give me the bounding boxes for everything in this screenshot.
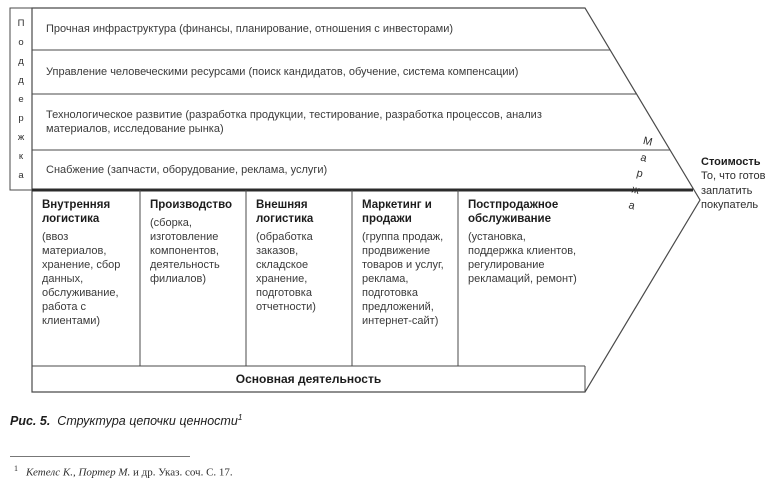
footnote (14, 464, 233, 479)
column-title: Производство (150, 199, 233, 211)
caption-text: Структура цепочки ценности (57, 414, 238, 429)
support-row-infrastructure (46, 8, 574, 50)
column-body: (установка, поддержка клиентов, регулирование рекламаций, ремонт) (468, 230, 577, 285)
support-row-text: Технологическое развитие (разработка продукции, тестирование, разработка процессов, анализ материалов, исследование рынка) (46, 108, 542, 135)
column-title: Постпродажное обслуживание (468, 199, 559, 225)
column-body: (обработка заказов, складское хранение, подготовка отчетности) (256, 230, 316, 313)
primary-axis-label-text: Основная деятельность (235, 372, 382, 386)
column-body: (ввоз материалов, хранение, сбор данных, обслуживание, работа с клиентами) (42, 230, 121, 328)
caption-number: Рис. 5. (10, 414, 51, 429)
footnote-rest: и др. Указ. соч. С. 17. (130, 466, 233, 479)
value-note-title: Стоимость (701, 156, 761, 168)
support-axis-label (10, 8, 32, 190)
figure-caption (10, 412, 243, 428)
column-body: (группа продаж, продвижение товаров и услуг, реклама, подготовка предложений, интернет-сайт) (362, 230, 444, 328)
primary-col-after-sales-service (459, 190, 583, 366)
primary-axis-label (32, 366, 585, 392)
caption-footnote-mark: 1 (237, 412, 243, 422)
column-title: Внешняя логистика (256, 199, 314, 225)
primary-col-marketing-sales (353, 190, 457, 366)
primary-col-operations (141, 190, 245, 366)
primary-col-inbound-logistics (33, 190, 139, 366)
column-body: (сборка, изготовление компонентов, деятельность филиалов) (150, 216, 220, 286)
support-row-technology (46, 94, 574, 150)
support-row-text: Управление человеческими ресурсами (поиск кандидатов, обучение, система компенсации) (46, 65, 519, 78)
value-note-text: То, что готов заплатить покупатель (701, 170, 766, 211)
footnote-authors: Кетелс К., Портер М. (26, 466, 131, 479)
value-note (701, 155, 781, 212)
support-row-hr (46, 50, 574, 94)
footnote-divider (10, 456, 190, 457)
support-row-procurement (46, 150, 574, 190)
support-row-text: Прочная инфраструктура (финансы, планирование, отношения с инвесторами) (46, 22, 454, 35)
column-title: Маркетинг и продажи (362, 199, 432, 225)
footnote-mark: 1 (14, 464, 18, 473)
primary-col-outbound-logistics (247, 190, 351, 366)
column-title: Внутренняя логистика (42, 199, 111, 225)
margin-label-text: М а р ж а (627, 134, 654, 213)
support-row-text: Снабжение (запчасти, оборудование, реклама, услуги) (46, 163, 328, 176)
support-axis-label-text: П о д д е р ж к а (17, 17, 25, 181)
